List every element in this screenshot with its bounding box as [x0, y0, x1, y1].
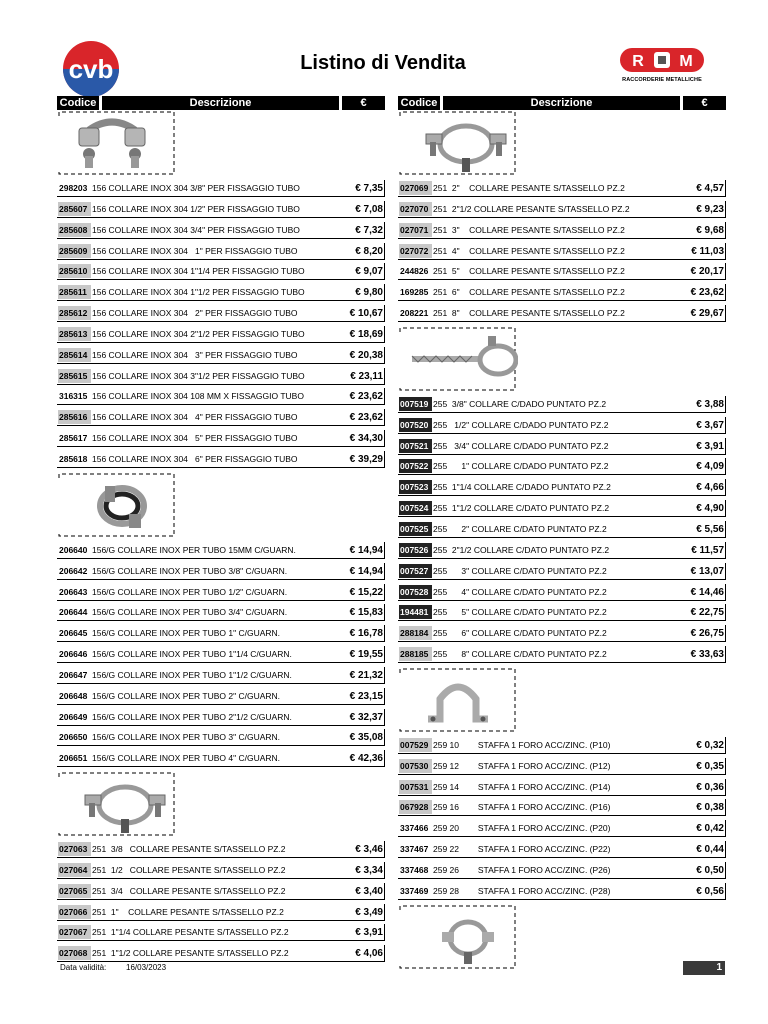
product-description: 156 COLLARE INOX 304 108 MM X FISSAGGIO TUBO [92, 391, 304, 402]
product-description: 251 3/8 COLLARE PESANTE S/TASSELLO PZ.2 [92, 844, 286, 855]
product-code: 206649 [59, 711, 88, 722]
table-row [57, 326, 387, 344]
right-price-column [398, 96, 728, 974]
product-description: 255 1"1/4 COLLARE C/DADO PUNTATO PZ.2 [433, 482, 611, 493]
product-code: 337469 [400, 885, 429, 896]
small-clamp-icon [398, 904, 518, 972]
product-code: 206642 [59, 565, 88, 576]
product-code: 007530 [399, 759, 432, 773]
table-row [57, 688, 387, 706]
product-code: 285608 [58, 223, 91, 237]
product-description: 156 COLLARE INOX 304 3/4" PER FISSAGGIO TUBO [92, 224, 300, 235]
product-description: 251 8" COLLARE PESANTE S/TASSELLO PZ.2 [433, 308, 625, 319]
product-code: 206646 [59, 649, 88, 660]
table-row [57, 625, 387, 643]
product-description: 156/G COLLARE INOX PER TUBO 2"1/2 C/GUARN. [92, 711, 292, 722]
product-code: 007520 [399, 418, 432, 432]
product-price: € 10,67 [349, 308, 383, 320]
header-description: Descrizione [443, 96, 680, 110]
product-description: 156 COLLARE INOX 304 3" PER FISSAGGIO TUBO [92, 349, 298, 360]
table-row [57, 604, 387, 622]
page-number: 1 [683, 961, 725, 975]
product-price: € 7,32 [355, 224, 383, 236]
product-description: 251 6" COLLARE PESANTE S/TASSELLO PZ.2 [433, 287, 625, 298]
product-description: 255 5" COLLARE C/DATO PUNTATO PZ.2 [433, 607, 607, 618]
product-price: € 11,57 [691, 544, 724, 556]
product-price: € 14,46 [690, 586, 724, 598]
table-row [57, 904, 387, 922]
product-description: 156/G COLLARE INOX PER TUBO 3/4" C/GUARN. [92, 607, 288, 618]
product-price: € 14,94 [349, 565, 383, 577]
product-image [398, 110, 728, 178]
table-row [398, 625, 728, 643]
inox-clamp-icon [57, 110, 177, 178]
product-price: € 23,11 [350, 370, 383, 382]
product-code: 206640 [59, 544, 88, 555]
product-code: 285616 [58, 410, 91, 424]
table-row [398, 542, 728, 560]
product-image [57, 771, 387, 839]
product-price: € 3,91 [696, 440, 724, 452]
product-price: € 3,49 [355, 906, 383, 918]
table-row [57, 263, 387, 281]
table-row [57, 368, 387, 386]
table-row [57, 563, 387, 581]
product-image [398, 326, 728, 394]
table-row [57, 388, 387, 406]
heavy-clamp-icon [398, 110, 518, 178]
table-row [398, 883, 728, 901]
product-price: € 22,75 [690, 607, 724, 619]
product-code: 285615 [58, 369, 91, 383]
product-price: € 13,07 [690, 565, 724, 577]
product-description: 156 COLLARE INOX 304 3"1/2 PER FISSAGGIO TUBO [92, 370, 305, 381]
product-code: 206645 [59, 628, 88, 639]
product-code: 007521 [399, 439, 432, 453]
table-row [398, 438, 728, 456]
table-row [398, 305, 728, 323]
product-description: 255 2" COLLARE C/DATO PUNTATO PZ.2 [433, 523, 607, 534]
product-section [398, 667, 728, 901]
product-price: € 20,38 [349, 349, 383, 361]
product-price: € 7,35 [355, 183, 383, 194]
product-code: 027072 [399, 244, 432, 258]
product-section [398, 110, 728, 323]
product-price: € 3,88 [696, 398, 724, 410]
product-code: 298203 [59, 183, 88, 193]
product-section [57, 472, 387, 768]
table-row [398, 284, 728, 302]
product-code: 244826 [400, 266, 429, 277]
table-row [57, 584, 387, 602]
product-description: 156/G COLLARE INOX PER TUBO 1"1/4 C/GUARN. [92, 649, 292, 660]
product-description: 156 COLLARE INOX 304 1" PER FISSAGGIO TUBO [92, 245, 298, 256]
table-row [398, 243, 728, 261]
product-description: 259 12 STAFFA 1 FORO ACC/ZINC. (P12) [433, 760, 611, 771]
product-description: 255 6" COLLARE C/DATO PUNTATO PZ.2 [433, 628, 607, 639]
product-description: 156 COLLARE INOX 304 1"1/2 PER FISSAGGIO TUBO [92, 287, 305, 298]
table-row [57, 305, 387, 323]
product-code: 007526 [399, 543, 432, 557]
product-price: € 18,69 [349, 328, 383, 340]
product-description: 251 2"1/2 COLLARE PESANTE S/TASSELLO PZ.2 [433, 203, 630, 214]
product-description: 251 2" COLLARE PESANTE S/TASSELLO PZ.2 [433, 183, 625, 193]
product-code: 027070 [399, 202, 432, 216]
table-row [57, 451, 387, 469]
product-description: 251 3" COLLARE PESANTE S/TASSELLO PZ.2 [433, 224, 625, 235]
product-price: € 42,36 [349, 753, 383, 765]
table-row [398, 604, 728, 622]
product-price: € 26,75 [690, 628, 724, 640]
product-price: € 0,42 [696, 823, 724, 835]
product-code: 007523 [399, 480, 432, 494]
product-description: 251 1/2 COLLARE PESANTE S/TASSELLO PZ.2 [92, 864, 286, 875]
product-price: € 5,56 [696, 523, 724, 535]
product-price: € 39,29 [349, 453, 383, 465]
product-code: 208221 [400, 308, 429, 319]
product-code: 007528 [399, 585, 432, 599]
product-description: 156 COLLARE INOX 304 6" PER FISSAGGIO TUBO [92, 453, 298, 464]
product-code: 007524 [399, 501, 432, 515]
product-price: € 14,94 [349, 544, 383, 556]
table-row [57, 729, 387, 747]
product-description: 259 28 STAFFA 1 FORO ACC/ZINC. (P28) [433, 885, 611, 896]
table-row [57, 924, 387, 942]
product-code: 027066 [58, 905, 91, 919]
product-price: € 23,62 [690, 287, 724, 299]
product-code: 206651 [59, 753, 88, 764]
product-image [57, 110, 387, 178]
product-section [57, 771, 387, 963]
table-row [57, 883, 387, 901]
product-image [398, 904, 728, 972]
product-code: 337467 [400, 844, 429, 855]
product-price: € 0,35 [696, 760, 724, 772]
table-row [57, 347, 387, 365]
product-code: 007531 [399, 780, 432, 794]
product-price: € 19,55 [349, 649, 383, 661]
product-description: 156/G COLLARE INOX PER TUBO 1" C/GUARN. [92, 628, 281, 639]
rm-logo-caption: RACCORDERIE METALLICHE [622, 77, 702, 83]
product-description: 156 COLLARE INOX 304 5" PER FISSAGGIO TUBO [92, 433, 298, 444]
product-code: 007525 [399, 522, 432, 536]
table-row [57, 709, 387, 727]
table-row [398, 201, 728, 219]
table-row [398, 584, 728, 602]
product-description: 156 COLLARE INOX 304 1/2" PER FISSAGGIO TUBO [92, 203, 300, 214]
product-code: 206643 [59, 586, 88, 597]
product-description: 259 14 STAFFA 1 FORO ACC/ZINC. (P14) [433, 781, 611, 792]
product-description: 156 COLLARE INOX 304 2"1/2 PER FISSAGGIO TUBO [92, 328, 305, 339]
product-code: 288185 [399, 647, 432, 661]
product-code: 007519 [399, 397, 432, 411]
product-description: 156 COLLARE INOX 304 2" PER FISSAGGIO TUBO [92, 308, 298, 319]
rubber-clamp-icon [57, 472, 177, 540]
table-row [57, 180, 387, 198]
product-price: € 32,37 [349, 711, 383, 723]
product-price: € 0,38 [696, 802, 724, 814]
table-header [57, 96, 387, 110]
product-code: 027063 [58, 842, 91, 856]
svg-text:M: M [679, 53, 693, 70]
header-description: Descrizione [102, 96, 339, 110]
product-description: 156 COLLARE INOX 304 3/8" PER FISSAGGIO TUBO [92, 183, 300, 193]
table-row [57, 430, 387, 448]
product-code: 007529 [399, 738, 432, 752]
header-code: Codice [57, 96, 99, 110]
product-code: 027068 [58, 946, 91, 960]
product-description: 255 2"1/2 COLLARE C/DATO PUNTATO PZ.2 [433, 544, 610, 555]
left-column-body [57, 110, 387, 963]
product-code: 067928 [399, 800, 432, 814]
product-code: 027071 [399, 223, 432, 237]
product-price: € 0,44 [696, 844, 724, 856]
product-code: 027064 [58, 863, 91, 877]
product-price: € 3,34 [355, 864, 383, 876]
table-row [398, 263, 728, 281]
table-row [57, 646, 387, 664]
table-row [57, 667, 387, 685]
cvb-logo [62, 40, 120, 98]
table-row [398, 500, 728, 518]
right-column-body [398, 110, 728, 972]
product-description: 255 1"1/2 COLLARE C/DATO PUNTATO PZ.2 [433, 503, 610, 514]
product-price: € 16,78 [349, 628, 383, 640]
header-currency: € [342, 96, 385, 110]
product-code: 288184 [399, 626, 432, 640]
product-price: € 35,08 [349, 732, 383, 744]
product-description: 251 5" COLLARE PESANTE S/TASSELLO PZ.2 [433, 266, 625, 277]
table-row [398, 737, 728, 755]
header-code: Codice [398, 96, 440, 110]
product-price: € 4,09 [696, 461, 724, 473]
product-image [57, 472, 387, 540]
product-price: € 3,40 [355, 885, 383, 897]
table-row [57, 222, 387, 240]
product-code: 169285 [400, 287, 429, 298]
header-currency: € [683, 96, 726, 110]
product-code: 007527 [399, 564, 432, 578]
table-row [57, 409, 387, 427]
product-description: 255 4" COLLARE C/DATO PUNTATO PZ.2 [433, 586, 607, 597]
product-price: € 3,91 [355, 927, 383, 939]
product-code: 206648 [59, 690, 88, 701]
table-row [398, 521, 728, 539]
table-row [57, 750, 387, 768]
product-price: € 15,83 [349, 607, 383, 619]
product-description: 156 COLLARE INOX 304 4" PER FISSAGGIO TUBO [92, 412, 298, 423]
product-price: € 4,90 [696, 503, 724, 515]
product-description: 255 8" COLLARE C/DATO PUNTATO PZ.2 [433, 649, 607, 660]
product-code: 285613 [58, 327, 91, 341]
product-code: 337466 [400, 823, 429, 834]
table-row [398, 180, 728, 198]
product-description: 259 26 STAFFA 1 FORO ACC/ZINC. (P26) [433, 864, 611, 875]
product-code: 206650 [59, 732, 88, 743]
product-price: € 9,07 [355, 266, 383, 278]
table-row [57, 862, 387, 880]
product-description: 255 3/8" COLLARE C/DADO PUNTATO PZ.2 [433, 398, 607, 409]
left-price-column [57, 96, 387, 966]
product-price: € 9,80 [355, 287, 383, 299]
product-description: 259 20 STAFFA 1 FORO ACC/ZINC. (P20) [433, 823, 611, 834]
product-price: € 9,23 [696, 203, 724, 215]
product-code: 027067 [58, 925, 91, 939]
product-description: 251 4" COLLARE PESANTE S/TASSELLO PZ.2 [433, 245, 625, 256]
product-price: € 0,50 [696, 864, 724, 876]
product-code: 206647 [59, 669, 88, 680]
table-row [57, 542, 387, 560]
product-section [398, 904, 728, 972]
strap-bracket-icon [398, 667, 518, 735]
product-description: 156/G COLLARE INOX PER TUBO 4" C/GUARN. [92, 753, 281, 764]
product-section [398, 326, 728, 664]
product-code: 285617 [59, 433, 88, 444]
product-code: 316315 [59, 391, 88, 402]
table-row [398, 646, 728, 664]
product-price: € 33,63 [690, 649, 724, 661]
product-description: 255 1/2" COLLARE C/DADO PUNTATO PZ.2 [433, 419, 609, 430]
table-row [398, 799, 728, 817]
product-price: € 23,62 [349, 391, 383, 403]
product-price: € 20,17 [690, 266, 724, 278]
product-price: € 0,56 [696, 885, 724, 897]
svg-text:R: R [632, 53, 644, 70]
product-price: € 9,68 [696, 224, 724, 236]
product-price: € 7,08 [355, 203, 383, 215]
table-row [57, 841, 387, 859]
product-code: 285611 [58, 285, 91, 299]
table-header [398, 96, 728, 110]
product-description: 156/G COLLARE INOX PER TUBO 2" C/GUARN. [92, 690, 281, 701]
product-price: € 0,36 [696, 781, 724, 793]
product-code: 285614 [58, 348, 91, 362]
product-price: € 11,03 [691, 245, 724, 257]
product-description: 255 1" COLLARE C/DADO PUNTATO PZ.2 [433, 461, 609, 472]
product-price: € 4,06 [355, 948, 383, 960]
table-row [398, 758, 728, 776]
heavy-clamp-icon [57, 771, 177, 839]
product-price: € 3,67 [696, 419, 724, 431]
product-description: 156/G COLLARE INOX PER TUBO 1/2" C/GUARN. [92, 586, 288, 597]
product-image [398, 667, 728, 735]
product-code: 194481 [399, 605, 432, 619]
table-row [398, 841, 728, 859]
table-row [398, 820, 728, 838]
product-description: 156/G COLLARE INOX PER TUBO 3/8" C/GUARN. [92, 565, 288, 576]
product-description: 156 COLLARE INOX 304 1"1/4 PER FISSAGGIO TUBO [92, 266, 305, 277]
table-row [398, 417, 728, 435]
product-description: 259 16 STAFFA 1 FORO ACC/ZINC. (P16) [433, 802, 611, 813]
product-price: € 4,66 [696, 482, 724, 494]
product-code: 027065 [58, 884, 91, 898]
product-code: 206644 [59, 607, 88, 618]
product-description: 251 3/4 COLLARE PESANTE S/TASSELLO PZ.2 [92, 885, 286, 896]
product-price: € 15,22 [349, 586, 383, 598]
product-price: € 4,57 [696, 183, 724, 194]
table-row [398, 479, 728, 497]
product-code: 285612 [58, 306, 91, 320]
table-row [398, 396, 728, 414]
product-description: 259 10 STAFFA 1 FORO ACC/ZINC. (P10) [433, 739, 611, 750]
table-row [398, 862, 728, 880]
product-price: € 29,67 [690, 308, 724, 320]
product-code: 337468 [400, 864, 429, 875]
table-row [398, 563, 728, 581]
product-description: 255 3/4" COLLARE C/DADO PUNTATO PZ.2 [433, 440, 609, 451]
product-code: 285618 [59, 453, 88, 464]
product-code: 285610 [58, 264, 91, 278]
product-description: 251 1"1/2 COLLARE PESANTE S/TASSELLO PZ.2 [92, 948, 289, 959]
table-row [57, 284, 387, 302]
product-price: € 23,15 [349, 690, 383, 702]
page-title: Listino di Vendita [300, 52, 466, 74]
product-price: € 3,46 [355, 844, 383, 856]
validity-label: Data validità: [60, 963, 107, 972]
product-code: 285609 [58, 244, 91, 258]
product-code: 285607 [58, 202, 91, 216]
product-description: 251 1"1/4 COLLARE PESANTE S/TASSELLO PZ.2 [92, 927, 289, 938]
table-row [398, 458, 728, 476]
product-code: 027069 [399, 181, 432, 195]
product-section [57, 110, 387, 469]
product-description: 255 3" COLLARE C/DATO PUNTATO PZ.2 [433, 565, 607, 576]
product-description: 156/G COLLARE INOX PER TUBO 15MM C/GUARN. [92, 544, 296, 555]
svg-text:cvb: cvb [68, 54, 114, 84]
table-row [57, 243, 387, 261]
product-price: € 0,32 [696, 739, 724, 751]
product-price: € 34,30 [349, 433, 383, 445]
table-row [57, 945, 387, 963]
table-row [57, 201, 387, 219]
product-code: 007522 [399, 459, 432, 473]
threaded-rod-clamp-icon [398, 326, 518, 394]
rm-logo [616, 44, 708, 86]
product-description: 156/G COLLARE INOX PER TUBO 1"1/2 C/GUARN. [92, 669, 292, 680]
product-price: € 21,32 [349, 669, 383, 681]
product-description: 251 1" COLLARE PESANTE S/TASSELLO PZ.2 [92, 906, 284, 917]
product-price: € 8,20 [355, 245, 383, 257]
product-price: € 23,62 [349, 412, 383, 424]
table-row [398, 222, 728, 240]
table-row [398, 779, 728, 797]
product-description: 156/G COLLARE INOX PER TUBO 3" C/GUARN. [92, 732, 281, 743]
validity-date: 16/03/2023 [126, 963, 167, 972]
product-description: 259 22 STAFFA 1 FORO ACC/ZINC. (P22) [433, 844, 611, 855]
